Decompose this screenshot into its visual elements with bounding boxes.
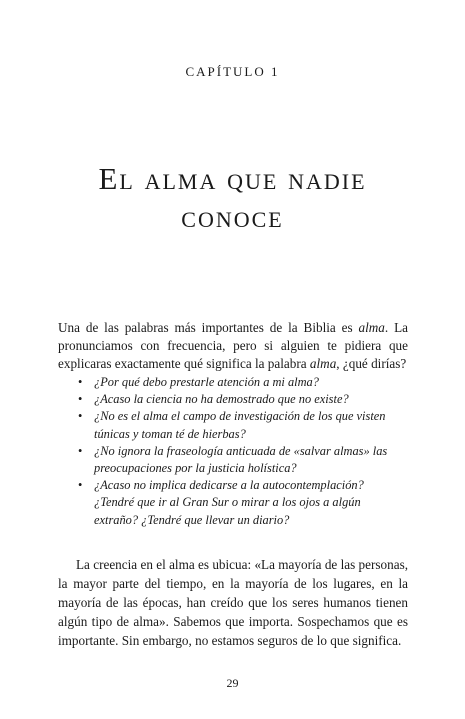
chapter-title-line-1: El alma que nadie <box>98 161 367 196</box>
intro-paragraph <box>58 319 408 373</box>
question-item: • ¿No ignora la fraseología anticuada de «salvar almas» las preocupaciones por la justicia holística? <box>78 443 398 477</box>
body-paragraph: La creencia en el alma es ubicua: «La mayoría de las personas, la mayor parte del tiempo, en la mayoría de los lugares, en la mayoría de las épocas, han creído que los seres humanos tienen algún tipo de alma». Sabemos que importa. Sospechamos que es importante. Sin embargo, no estamos seguros de lo que significa. <box>58 557 408 648</box>
intro-emphasis-2: alma <box>309 356 337 371</box>
intro-text-1: Una de las palabras más importantes de la Biblia es <box>58 320 359 335</box>
page-number: 29 <box>226 676 239 690</box>
question-item: • ¿Acaso no implica dedicarse a la autocontemplación? ¿Tendré que ir al Gran Sur o mirar a los ojos a algún extraño? ¿Tendré que llevar un diario? <box>78 477 398 529</box>
question-list <box>78 374 398 529</box>
chapter-title-line-2: conoce <box>181 199 284 234</box>
intro-emphasis-1: alma <box>358 320 385 335</box>
intro-text-2: . La pronunciamos con frecuencia, pero si alguien te pidiera que explicaras exactamente qué significa la palabra <box>58 320 408 371</box>
chapter-label: CAPÍTULO 1 <box>185 64 280 79</box>
question-item: • ¿Acaso la ciencia no ha demostrado que no existe? <box>78 391 398 408</box>
chapter-title <box>0 160 465 236</box>
question-item: • ¿No es el alma el campo de investigación de los que visten túnicas y toman té de hierbas? <box>78 408 398 442</box>
question-item: • ¿Por qué debo prestarle atención a mi alma? <box>78 374 398 391</box>
intro-text-3: , ¿qué dirías? <box>336 356 407 371</box>
